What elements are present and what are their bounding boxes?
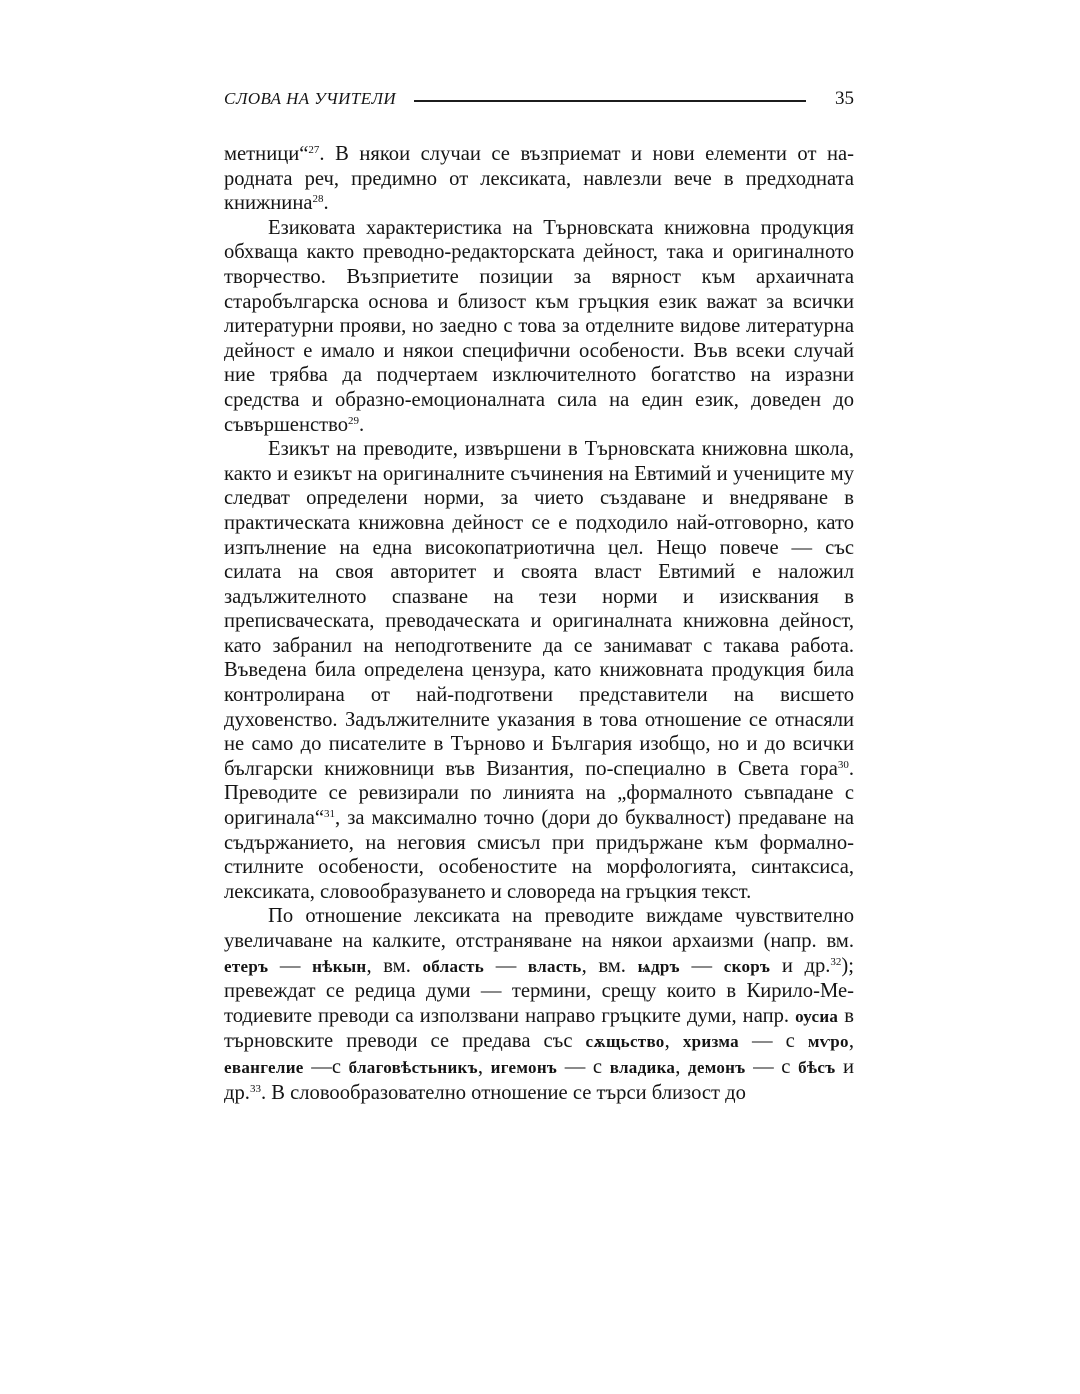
old-bulgarian-word: область	[422, 956, 485, 976]
old-bulgarian-word: етеръ	[224, 956, 269, 976]
text-run: — с	[557, 1055, 610, 1078]
text-run: —	[679, 954, 724, 977]
old-bulgarian-word: благовѣстьникъ	[348, 1057, 478, 1077]
running-header	[224, 86, 854, 112]
old-bulgarian-word: демонъ	[687, 1057, 746, 1077]
footnote-ref: 31	[323, 808, 335, 821]
text-run: и др.	[770, 954, 831, 977]
text-run: По отношение лексиката на преводите виждаме чувствително увеличаване на калките, отстраняване на някои архаизми (напр. вм.	[224, 905, 854, 952]
footnote-ref: 32	[830, 955, 842, 968]
old-bulgarian-word: игемонъ	[490, 1057, 558, 1077]
header-rule	[414, 100, 806, 102]
old-bulgarian-word: евангелие	[224, 1057, 304, 1077]
text-run: ,	[664, 1030, 683, 1053]
text-run: , за максимално точно (дори до буквалност) предаване на съдържанието, на неговия смисъл при придържане към формално-стилните особености, особеностите на морфологията, синтаксиса, лексиката, словообразуването и словореда на гръцкия текст.	[224, 807, 854, 903]
text-run: ,	[477, 1055, 491, 1078]
paragraph-3	[224, 437, 854, 904]
paragraph-4	[224, 904, 854, 1105]
page-number: 35	[835, 88, 854, 109]
text-run: ); превеждат се редица думи — термини, срещу които в Кирило-Методиевите преводи са използвани направо гръцките думи, напр.	[224, 954, 855, 1027]
old-bulgarian-word: сѫщьство	[585, 1032, 665, 1052]
old-bulgarian-word: мѵро	[807, 1032, 849, 1052]
text-run: —	[484, 954, 528, 977]
text-run: .	[323, 192, 329, 215]
text-run: . В някои случаи се възприемат и нови елементи от народната реч, предимно от лексиката, навлезли вече в предходната книжнина	[224, 143, 854, 215]
text-run: , вм.	[366, 954, 423, 977]
old-bulgarian-word: скоръ	[723, 956, 771, 976]
text-run: . Преводите се ревизирали по линията на „формалното съвпадане с оригинала“	[224, 757, 854, 830]
text-run: — с	[738, 1030, 808, 1053]
text-run: — с	[745, 1055, 799, 1078]
old-bulgarian-word: ѩдръ	[637, 956, 680, 976]
footnote-ref: 30	[837, 758, 849, 771]
running-title: СЛОВА НА УЧИТЕЛИ	[224, 89, 397, 108]
old-bulgarian-word: власть	[527, 956, 582, 976]
text-run: Езиковата характеристика на Търновската книжовна продукция обхваща както преводно-редакторската дейност, така и оригиналното творчество. Възприетите позиции за вярност към архаичната старобългарска основа и близост към гръцкия език важат за всички литературни прояви, но заедно с това за отделните видове литературна дейност е имало и някои специфични особености. Във всеки случай ние трябва да подчертаем изключителното богатство на изразни средства и образно-емоционалната сила на един език, доведен до съвършенство	[224, 216, 854, 436]
footnote-ref: 29	[348, 414, 359, 427]
text-run: . В словообразователно отношение се търси близост до	[260, 1081, 746, 1104]
text-run: Езикът на преводите, извършени в Търновската книжовна школа, както и езикът на оригиналните съчинения на Евтимий и учениците му следват определени норми, за чието създаване и внедряване в практическата книжовна дейност се е подходило най-отговорно, като изпълнение на една високопатриотична цел. Нещо повече — със силата на своя авторитет и своята власт Евтимий е наложил задължителното спазване на тези норми и изисквания в преписваческата, преводаческата и оригиналната книжовна дейност, като забранил на неподготвените да се занимават с такава работа. Въведена била определена цензура, като книжовната продукция била контролирана от най-подготвени представители на висшето духовенство. Задължителните указания в това отношение се отнасяли не само до писателите в Търново и България изобщо, но и до всички български книжовници във Византия, по-специално в Света гора	[224, 438, 854, 780]
old-bulgarian-word: нѣкын	[312, 956, 367, 976]
text-run: .	[359, 413, 365, 436]
old-bulgarian-word: владика	[609, 1057, 676, 1077]
footnote-ref: 28	[312, 193, 324, 206]
text-run: метници“	[224, 143, 309, 165]
text-run: и др.	[224, 1055, 855, 1104]
text-run: ,	[675, 1055, 688, 1078]
paragraph-2	[224, 216, 854, 437]
old-bulgarian-word: хризма	[682, 1032, 739, 1052]
paragraph-1	[224, 142, 854, 216]
text-run: —с	[303, 1055, 349, 1078]
text-run: —	[268, 954, 313, 977]
footnote-ref: 27	[308, 144, 320, 156]
text-run: в търновските преводи се предава със	[224, 1004, 854, 1053]
old-bulgarian-word: оусиа	[795, 1006, 839, 1026]
footnote-ref: 33	[249, 1082, 261, 1095]
text-run: ,	[848, 1030, 854, 1053]
old-bulgarian-word: бѣсъ	[798, 1057, 836, 1077]
text-run: , вм.	[581, 954, 638, 977]
body-text	[224, 142, 854, 1105]
